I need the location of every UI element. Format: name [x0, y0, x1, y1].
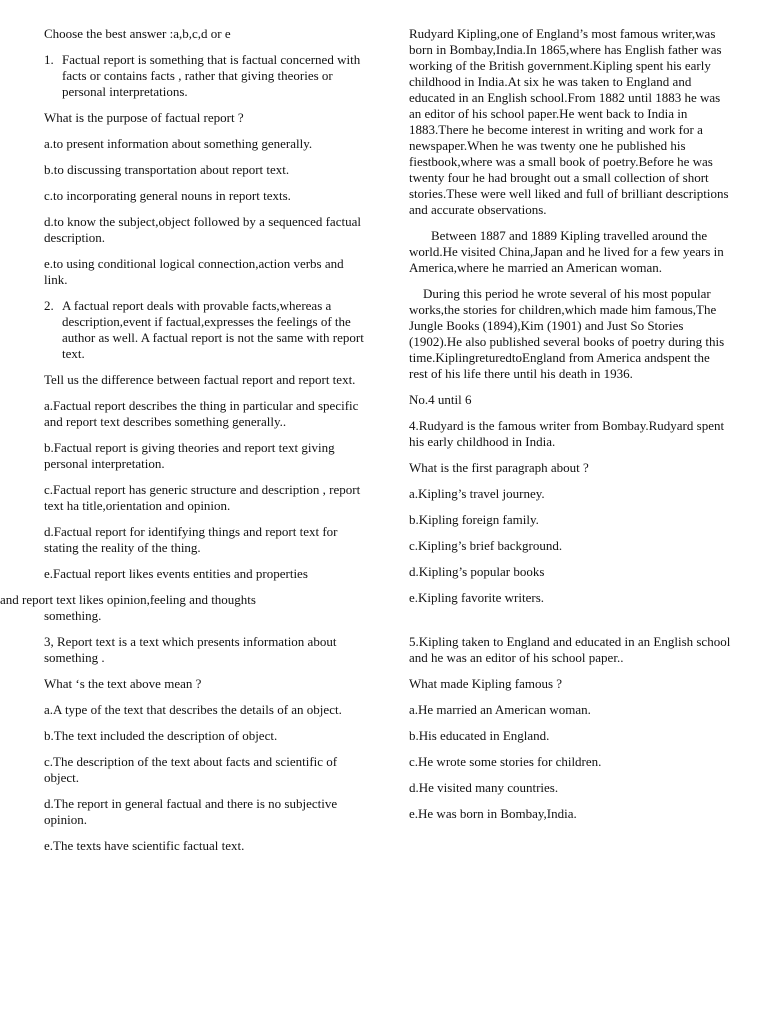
instruction: Choose the best answer :a,b,c,d or e — [44, 26, 231, 41]
question-3-option-b: b.The text included the description of object. — [44, 728, 278, 743]
question-1-option-a: a.to present information about something generally. — [44, 136, 313, 151]
question-3-option-c: c.The description of the text about facts and scientific of object. — [44, 754, 338, 785]
question-4-option-a: a.Kipling’s travel journey. — [409, 486, 545, 501]
passage-paragraph-2: Between 1887 and 1889 Kipling travelled around the world.He visited China,Japan and he lived for a few years in America,where he married an American woman. — [409, 228, 724, 275]
right-column — [409, 26, 731, 832]
question-2-option-c: c.Factual report has generic structure and description , report text ha title,orientation and opinion. — [44, 482, 361, 513]
question-1-prompt: What is the purpose of factual report ? — [44, 110, 244, 125]
question-2-option-e-continued-2: something. — [44, 608, 102, 623]
question-2-option-d: d.Factual report for identifying things and report text for stating the reality of the thing. — [44, 524, 338, 555]
question-5-prompt: What made Kipling famous ? — [409, 676, 563, 691]
question-5-option-b: b.His educated in England. — [409, 728, 550, 743]
question-1-option-d: d.to know the subject,object followed by a sequenced factual description. — [44, 214, 361, 245]
question-2-option-a: a.Factual report describes the thing in particular and specific and report text describes something generally.. — [44, 398, 359, 429]
left-column — [0, 26, 366, 864]
question-4-option-b: b.Kipling foreign family. — [409, 512, 539, 527]
question-5-text: 5.Kipling taken to England and educated in an English school and he was an editor of his school paper.. — [409, 634, 731, 665]
question-1-number: 1. — [44, 52, 54, 67]
question-2-text: A factual report deals with provable facts,whereas a description,event if factual,expresses the feelings of the author as well. A factual report is not the same with report text. — [62, 298, 364, 361]
question-3-text: 3, Report text is a text which presents information about something . — [44, 634, 337, 665]
question-3-option-a: a.A type of the text that describes the details of an object. — [44, 702, 342, 717]
question-range-label: No.4 until 6 — [409, 392, 472, 407]
question-4-prompt: What is the first paragraph about ? — [409, 460, 589, 475]
question-2-option-e-continued: and report text likes opinion,feeling and thoughts — [0, 592, 256, 607]
question-1-option-e: e.to using conditional logical connection,action verbs and link. — [44, 256, 344, 287]
question-4-option-d: d.Kipling’s popular books — [409, 564, 545, 579]
question-3-option-d: d.The report in general factual and there is no subjective opinion. — [44, 796, 338, 827]
question-2-prompt: Tell us the difference between factual report and report text. — [44, 372, 356, 387]
question-2-stem — [44, 298, 366, 362]
question-4-option-c: c.Kipling’s brief background. — [409, 538, 563, 553]
question-4-text: 4.Rudyard is the famous writer from Bombay.Rudyard spent his early childhood in India. — [409, 418, 725, 449]
question-4-option-e: e.Kipling favorite writers. — [409, 590, 545, 605]
passage-paragraph-3: During this period he wrote several of his most popular works,the stories for children,which made him famous,The Jungle Books (1894),Kim (1901) and Just So Stories (1902).He also published several books of poetry during this time.KiplingreturedtoEngland from America andspent the rest of his life there until his death in 1936. — [409, 286, 725, 381]
question-5-option-c: c.He wrote some stories for children. — [409, 754, 602, 769]
question-5-option-d: d.He visited many countries. — [409, 780, 559, 795]
question-1-option-c: c.to incorporating general nouns in report texts. — [44, 188, 291, 203]
question-5-option-e: e.He was born in Bombay,India. — [409, 806, 577, 821]
passage-paragraph-1: Rudyard Kipling,one of England’s most famous writer,was born in Bombay,India.In 1865,where has English father was working of the British government.Kipling spent his early childhood in India.At six he was taken to England and educated in an English school.From 1882 until 1883 he was an editor of his school paper.He went back to India in 1883.There he become interest in writing and work for a newspaper.When he was twenty one he published his fiestbook,where was a small book of poetry.Before he was twenty four he had brought out a small collection of short stories.These were well liked and full of brilliant descriptions and accurate observations. — [409, 26, 729, 217]
question-3-prompt: What ‘s the text above mean ? — [44, 676, 202, 691]
question-1-stem — [44, 52, 366, 100]
question-3-option-e: e.The texts have scientific factual text. — [44, 838, 245, 853]
question-1-option-b: b.to discussing transportation about report text. — [44, 162, 290, 177]
question-1-text: Factual report is something that is factual concerned with facts or contains facts , rather that giving theories or personal interpretations. — [62, 52, 361, 99]
question-2-option-b: b.Factual report is giving theories and report text giving personal interpretation. — [44, 440, 335, 471]
question-5-option-a: a.He married an American woman. — [409, 702, 591, 717]
question-2-number: 2. — [44, 298, 54, 313]
question-2-option-e: e.Factual report likes events entities and properties — [44, 566, 308, 581]
